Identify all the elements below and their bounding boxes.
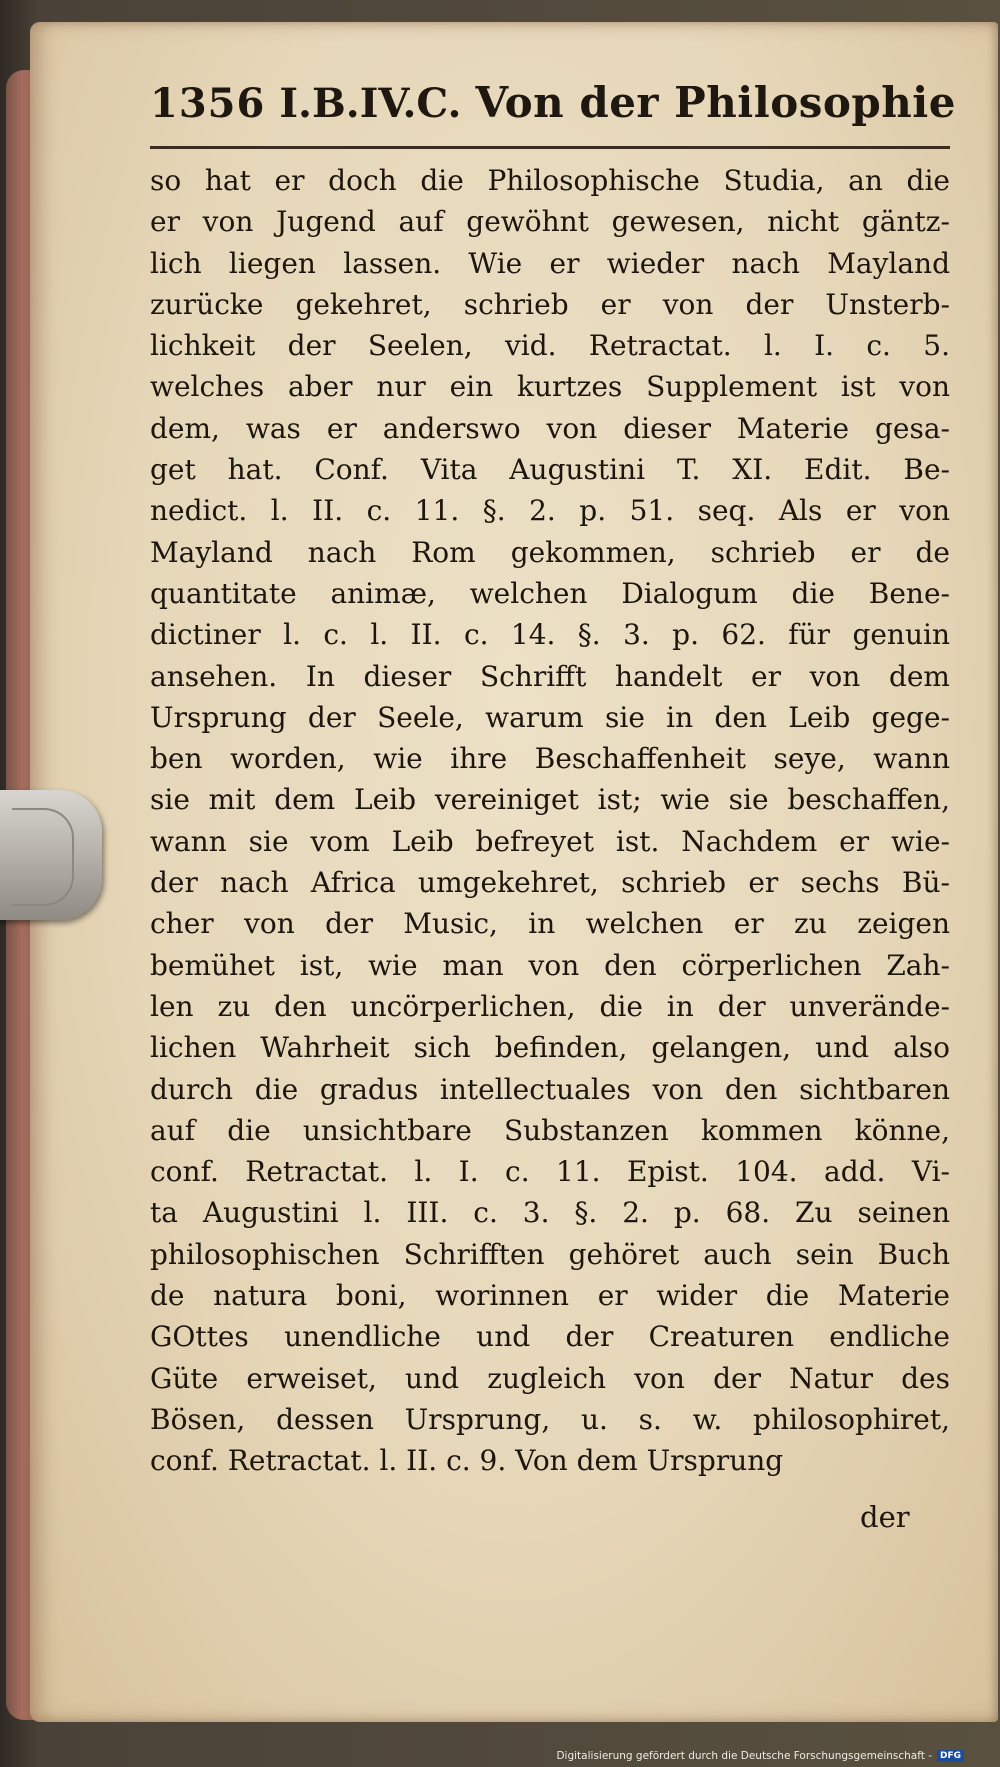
text-line: conf. Retractat. l. I. c. 11. Epist. 104. add. Vi- [150, 1155, 950, 1189]
digitization-credit [556, 1748, 964, 1764]
text-line: len zu den uncörperlichen, die in der unverände- [150, 989, 950, 1023]
page-heading: Von der Philosophie [475, 78, 956, 127]
text-line: Güte erweiset, und zugleich von der Natur des [150, 1361, 950, 1395]
text-line: er von Jugend auf gewöhnt gewesen, nicht gäntz- [150, 205, 950, 239]
text-line: de natura boni, worinnen er wider die Materie [150, 1279, 950, 1313]
text-line: conf. Retractat. l. II. c. 9. Von dem Ursprung [150, 1444, 784, 1478]
credit-text: Digitalisierung gefördert durch die Deutsche Forschungsgemeinschaft - [556, 1750, 932, 1762]
text-line: sie mit dem Leib vereiniget ist; wie sie beschaffen, [150, 783, 950, 817]
text-line: dictiner l. c. l. II. c. 14. §. 3. p. 62. für genuin [150, 618, 950, 652]
text-line: quantitate animæ, welchen Dialogum die Bene- [150, 576, 950, 610]
text-line: lichkeit der Seelen, vid. Retractat. l. I. c. 5. [150, 329, 950, 363]
text-line: bemühet ist, wie man von den cörperlichen Zah- [150, 948, 950, 982]
text-line: welches aber nur ein kurtzes Supplement ist von [150, 370, 950, 404]
header-rule [150, 146, 950, 149]
text-line: dem, was er anderswo von dieser Materie gesa- [150, 411, 950, 445]
text-line: get hat. Conf. Vita Augustini T. XI. Edit. Be- [150, 453, 950, 487]
text-line: nedict. l. II. c. 11. §. 2. p. 51. seq. Als er von [150, 494, 950, 528]
page-number: 1356 [150, 80, 266, 127]
section-reference: I.B.IV.C. [279, 80, 462, 127]
text-line: durch die gradus intellectuales von den sichtbaren [150, 1072, 950, 1106]
text-line: GOttes unendliche und der Creaturen endliche [150, 1320, 950, 1354]
text-line: Ursprung der Seele, warum sie in den Leib gege- [150, 700, 950, 734]
text-line: zurücke gekehret, schrieb er von der Unsterb- [150, 287, 950, 321]
text-line: lich liegen lassen. Wie er wieder nach Mayland [150, 246, 950, 280]
clasp-ring [12, 808, 74, 906]
dfg-logo: DFG [937, 1750, 964, 1762]
text-line: lichen Wahrheit sich befinden, gelangen, und also [150, 1031, 950, 1065]
catchword: der [860, 1500, 910, 1534]
text-line: wann sie vom Leib befreyet ist. Nachdem er wie- [150, 824, 950, 858]
text-line: der nach Africa umgekehret, schrieb er sechs Bü- [150, 866, 950, 900]
text-line: ta Augustini l. III. c. 3. §. 2. p. 68. Zu seinen [150, 1196, 950, 1230]
metal-clasp [0, 790, 102, 920]
text-line: philosophischen Schrifften gehöret auch sein Buch [150, 1237, 950, 1271]
running-head [150, 78, 970, 148]
body-text [150, 160, 950, 1482]
text-line: ben worden, wie ihre Beschaffenheit seye, wann [150, 742, 950, 776]
text-line: ansehen. In dieser Schrifft handelt er von dem [150, 659, 950, 693]
text-line: cher von der Music, in welchen er zu zeigen [150, 907, 950, 941]
text-line: so hat er doch die Philosophische Studia, an die [150, 164, 950, 197]
text-line: Mayland nach Rom gekommen, schrieb er de [150, 535, 950, 569]
text-line: auf die unsichtbare Substanzen kommen könne, [150, 1113, 950, 1147]
text-line: Bösen, dessen Ursprung, u. s. w. philosophiret, [150, 1402, 950, 1436]
